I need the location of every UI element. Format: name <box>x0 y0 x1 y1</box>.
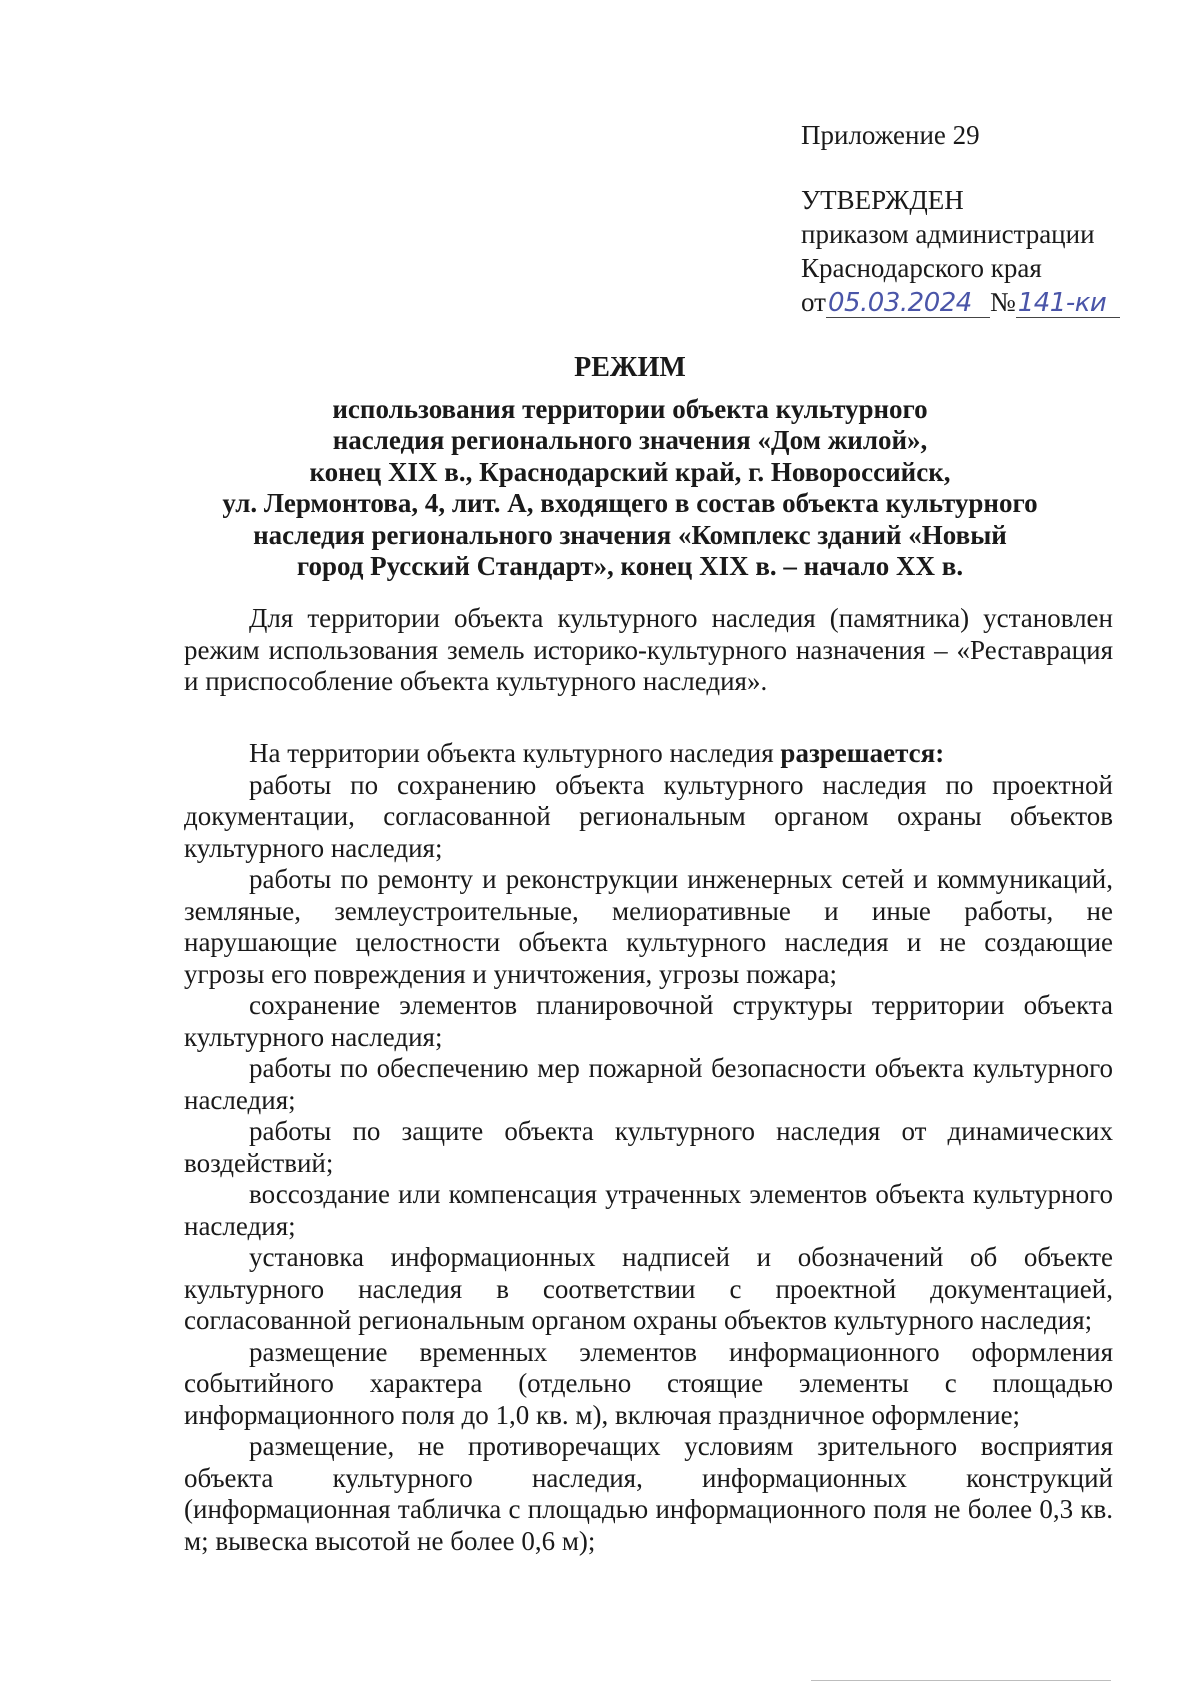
heading-line: ул. Лермонтова, 4, лит. А, входящего в состав объекта культурного <box>222 488 1038 518</box>
permitted-item: работы по сохранению объекта культурного наследия по проектной документации, согласованной региональным органом охраны объектов культурного наследия; <box>184 769 1113 863</box>
permitted-section <box>184 738 1113 1557</box>
permitted-item: работы по обеспечению мер пожарной безопасности объекта культурного наследия; <box>184 1053 1113 1115</box>
intro-section <box>184 603 1113 698</box>
page-bottom-divider <box>811 1680 1111 1681</box>
permitted-lead <box>184 738 1113 770</box>
number-prefix: № <box>989 287 1016 317</box>
approval-block <box>801 118 1131 319</box>
permitted-item: установка информационных надписей и обозначений об объекте культурного наследия в соответствии с проектной документацией, согласованной региональным органом охраны объектов культурного наследия; <box>184 1242 1113 1335</box>
permitted-item: работы по ремонту и реконструкции инженерных сетей и коммуникаций, земляные, землеустроительные, мелиоративные и иные работы, не нарушающие целостности объекта культурного наследия и не создающие угрозы его повреждения и уничтожения, угрозы пожара; <box>184 864 1113 989</box>
handwritten-number: 141-ки <box>1017 288 1107 318</box>
heading-line: наследия регионального значения «Дом жилой», <box>332 425 928 455</box>
permitted-item: воссоздание или компенсация утраченных элементов объекта культурного наследия; <box>184 1179 1113 1241</box>
order-date-number-row <box>801 285 1131 319</box>
heading-line: город Русский Стандарт», конец XIX в. – начало XX в. <box>296 551 964 581</box>
heading-line: использования территории объекта культурного <box>332 393 928 424</box>
document-heading <box>180 352 1080 583</box>
heading-line: наследия регионального значения «Комплекс зданий «Новый <box>253 519 1007 550</box>
permitted-lead-text: На территории объекта культурного наследия <box>249 738 781 768</box>
permitted-item: размещение временных элементов информационного оформления событийного характера (отдельно стоящие элементы с площадью информационного поля до 1,0 кв. м), включая праздничное оформление; <box>184 1336 1113 1430</box>
approval-authority-line2: Краснодарского края <box>801 253 1042 283</box>
intro-paragraph: Для территории объекта культурного наследия (памятника) установлен режим использования земель историко-культурного назначения – «Реставрация и приспособление объекта культурного наследия». <box>184 603 1113 696</box>
heading-line: конец XIX в., Краснодарский край, г. Новороссийск, <box>309 456 951 487</box>
order-number-field <box>1016 288 1120 318</box>
permitted-item: размещение, не противоречащих условиям зрительного восприятия объекта культурного наследия, информационных конструкций (информационная табличка с площадью информационного поля не более 0,3 кв. м; вывеска высотой не более 0,6 м); <box>184 1431 1113 1556</box>
approval-authority-line1: приказом администрации <box>801 219 1095 249</box>
handwritten-date: 05.03.2024 <box>827 288 972 318</box>
appendix-label: Приложение 29 <box>801 120 980 150</box>
order-date-field <box>826 288 990 318</box>
permitted-item: сохранение элементов планировочной структуры территории объекта культурного наследия; <box>184 990 1113 1052</box>
permitted-lead-bold: разрешается: <box>780 738 945 768</box>
heading-title: РЕЖИМ <box>574 352 686 383</box>
permitted-item: работы по защите объекта культурного наследия от динамических воздействий; <box>184 1116 1113 1178</box>
approved-label: УТВЕРЖДЕН <box>801 185 964 215</box>
date-prefix: от <box>801 287 826 317</box>
